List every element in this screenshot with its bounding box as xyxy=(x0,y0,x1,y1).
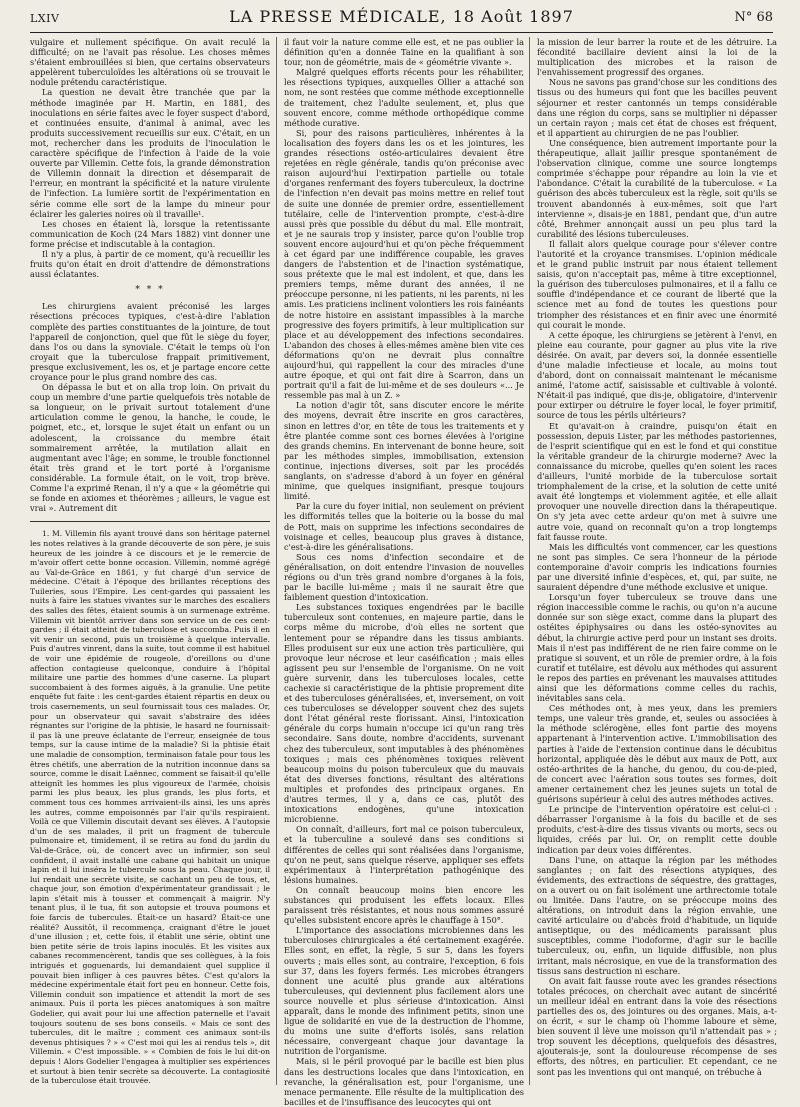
paragraph: On connaît beaucoup moins bien encore les substances qui produisent les effets locaux. Elles paraissent très résistantes, et nous nous sommes assuré qu'elles subsistent encore après le chauffage à 150°. xyxy=(284,884,524,926)
paragraph: Ces méthodes ont, à mes yeux, dans les premiers temps, une valeur très grande, et, seules ou associées à la méthode sclérogène, elles font partie des moyens appartenant à l'intervention active. L'immobilisation des parties à l'aide de l'extension continue dans le décubitus horizontal, appliquée dès le début aux maux de Pott, aux ostéo-arthrites de la hanche, du genou, du cou-de-pied, de concert avec l'aération sous toutes ses formes, doit amener certainement chez les jeunes sujets un total de guérisons supérieur à celui des autres méthodes actives. xyxy=(537,703,777,805)
paragraph: Nous ne savons pas grand'chose sur les conditions des tissus ou des humeurs qui font que les bacilles peuvent séjourner et rester cantonnés un temps considérable dans une région du corps, sans se multiplier ni dépasser un certain rayon ; mais cet état de choses est fréquent, et il appartient au chirurgien de ne pas l'oublier. xyxy=(537,77,777,138)
paragraph: Les chirurgiens avaient préconisé les larges résections précoces typiques, c'est-à-dire l'ablation complète des parties constituantes de la jointure, de tout l'appareil de conjonction, quel que fût le siège du foyer, dans l'os ou dans la synoviale. C'était le temps où l'on croyait que la tuberculose frappait primitivement, presque exclusivement, les os, et je partage encore cette croyance pour le plus grand nombre des cas. xyxy=(30,301,270,382)
column-2 xyxy=(284,37,524,1107)
paragraph: Il fallait alors quelque courage pour s'élever contre l'autorité et la croyance transmises. L'opinion médicale et le grand public instruit par nous étaient tellement saisis, qu'on n'acceptait pas, même à titre exceptionnel, la guérison des tuberculoses pulmonaires, et il a fallu ce souffle d'indépendance et ce courant de liberté que la science met au fond de toutes les questions pour triompher des résistances et en finir avec une énormité qui courait le monde. xyxy=(537,238,777,330)
paragraph: L'importance des associations microbiennes dans les tuberculoses chirurgicales a été certainement exagérée. Elles sont, en effet, la règle, 5 sur 5, dans les foyers ouverts ; mais elles sont, au contraire, l'exception, 6 fois sur 37, dans les foyers fermés. Les microbes étrangers donnent une acuité plus grande aux altérations tuberculeuses, qui deviennent plus facilement alors une source nouvelle et plus sérieuse d'intoxication. Ainsi apparaît, dans le monde des infiniment petits, sinon une ligue de solidarité en vue de la destruction de l'homme, du moins une suite d'efforts isolés, sans relation nécessaire, convergeant chaque jour davantage la nutrition de l'organisme. xyxy=(284,925,524,1057)
paragraph: Mais les difficultés vont commencer, car les questions ne sont pas simples. Ce sera l'honneur de la période contemporaine d'avoir compris les indications fournies par une diversité infinie d'espèces, et, qui, par suite, ne sauraient dépendre d'une méthode exclusive et unique. xyxy=(537,541,777,593)
paragraph: Si, pour des raisons particulières, inhérentes à la localisation des foyers dans les os et les jointures, les grandes résections ostéo-articulaires devaient être rejetées en règle générale, tandis qu'on préconise avec raison aujourd'hui l'extirpation partielle ou totale d'organes renfermant des foyers tuberculeux, la doctrine de l'infection n'en devait pas moins mettre en relief tout de suite une donnée de premier ordre, essentiellement tutélaire, celle de l'intervention prompte, c'est-à-dire aussi près que possible du début du mal. Elle montrait, et je ne saurais trop y insister, parce qu'on l'oublie trop souvent encore aujourd'hui et qu'on pèche fréquemment à cet égard par une indifférence coupable, les graves dangers de l'abstention et de l'inaction systématique, sous prétexte que le mal est indolent, et que, dans les premiers temps, même durant des années, il ne préoccupe personne, ni les patients, ni les parents, ni les amis. Les praticiens inclinent volontiers les rois fainéants de notre histoire en assistant impassibles à la marche progressive des foyers primitifs, à leur multiplication sur place et au développement des infections secondaires. L'abandon des choses à elles-mêmes amène bien vite ces déformations qu'on ne devrait plus connaître aujourd'hui, qui rappellent la cour des miracles d'une autre époque, et qui ont fait dire à Scarron, dans un portrait qu'il a fait de lui-même et de ses douleurs «... Je ressemble pas mal à un Z. » xyxy=(284,127,524,401)
paragraph: Une conséquence, bien autrement importante pour la thérapeutique, allait jaillir presque spontanément de l'observation clinique, comme une source longtemps comprimée s'échappe pour répandre au loin la vie et l'abondance. C'était la curabilité de la tuberculose. « La guérison des abcès tuberculeux est la règle, soit qu'ils se trouvent abandonnés à eux-mêmes, soit que l'art intervienne », disais-je en 1881, pendant que, d'un autre côté, Brehmer annonçait aussi un peu plus tard la curabilité des lésions tuberculeuses. xyxy=(537,137,777,239)
page-number: LXIV xyxy=(30,12,60,25)
paragraph: Il n'y a plus, à partir de ce moment, qu'à recueillir les fruits qu'on était en droit d'attendre de démonstrations aussi éclatantes. xyxy=(30,248,270,280)
paragraph: Dans l'une, on attaque la région par les méthodes sanglantes ; on fait des résections atypiques, des évidements, des extractions de séquestre, des grattages, on a ouvert ou on fait isolément une arthrectomie totale ou limitée. Dans l'autre, on se préoccupe moins des altérations, on introduit dans la région envahie, une cavité articulaire ou d'abcès froid d'habitude, un liquide antiseptique, ou des médicaments paraissant plus susceptibles, comme l'iodoforme, d'agir sur le bacille tuberculeux, ou, enfin, un liquide diffusible, non plus irritant, mais nécrosique, en vue de la transformation des tissus sans destruction ni eschare. xyxy=(537,854,777,976)
paragraph: La question ne devait être tranchée que par la méthode imaginée par H. Martin, en 1881, des inoculations en série faites avec le foyer suspect d'abord, et continuées ensuite, d'animal à animal, avec les produits successivement recueillis sur eux. C'était, en un mot, rechercher dans les produits de l'inoculation le caractère spécifique de l'infection à l'aide de la voie ouverte par Villemin. Cette fois, la grande démonstration de Villemin donnait la direction et désemparait de l'erreur, en montrant la spécificité et la nature virulente de l'infection. La lumière sortit de l'expérimentation en série comme elle sort de la lampe du mineur pour éclairer les galeries noires où il travaille¹. xyxy=(30,87,270,219)
paragraph: Lorsqu'un foyer tuberculeux se trouve dans une région inaccessible comme le rachis, ou qu'on n'a aucune donnée sur son siège exact, comme dans la plupart des ostéites épiphysaires ou dans les ostéo-synovites au début, la chirurgie active perd pour un instant ses droits. Mais il n'est pas indifférent de ne rien faire comme on le pratique si souvent, et un rôle de premier ordre, à la fois curatif et tutélaire, est dévolu aux méthodes qui assurent le repos des parties en prévenant les mauvaises attitudes ainsi que les déformations comme celles du rachis, inévitables sans cela. xyxy=(537,592,777,704)
column-divider xyxy=(529,37,530,1085)
paragraph: Sous ces noms d'infection secondaire et de généralisation, on doit entendre l'invasion de nouvelles régions ou d'un très grand nombre d'organes à la fois, par le bacille lui-même ; mais il ne saurait être que faiblement question d'intoxication. xyxy=(284,551,524,603)
page-header xyxy=(30,6,773,33)
paragraph: Par la cure du foyer initial, non seulement on prévient les difformités telles que la boiterie ou la bosse du mal de Pott, mais on supprime les infections secondaires de voisinage et celles, beaucoup plus graves à distance, c'est-à-dire les généralisations. xyxy=(284,501,524,552)
paragraph: Les substances toxiques engendrées par le bacille tuberculeux sont contenues, en majeure partie, dans le corps même du microbe, d'où elles ne sortent que lentement pour se répandre dans les tissus ambiants. Elles produisent sur eux une action très particulière, qui provoque leur nécrose et leur caséification ; mais elles agissent peu sur l'ensemble de l'organisme. On ne voit guère survenir, dans les tuberculoses locales, cette cachexie si caractéristique de la phtisie proprement dite et des tuberculoses généralisées, et, inversement, on voit ces tuberculoses se développer souvent chez des sujets dont l'état général reste florissant. Ainsi, l'intoxication générale du corps humain n'occupe ici qu'un rang très secondaire. Sans doute, nombre d'accidents, survenant chez des tuberculeux, sont imputables à des phénomènes toxiques ; mais ces phénomènes toxiques relèvent beaucoup moins du poison tuberculeux que du mauvais état des diverses fonctions, résultant des altérations multiples et profondes des principaux organes. En d'autres termes, il y a, dans ce cas, plutôt des intoxications endogènes, qu'une intoxication microbienne. xyxy=(284,602,524,825)
paragraph: Les choses en étaient là, lorsque la retentissante communication de Koch (24 Mars 1882) vint donner une forme précise et indiscutable à la contagion. xyxy=(30,218,270,249)
journal-title: LA PRESSE MÉDICALE, 18 Août 1897 xyxy=(229,7,574,26)
paragraph: Et qu'avait-on à craindre, puisqu'on était en possession, depuis Lister, par les méthodes pastoriennes, de l'esprit scientifique qui en est le fond et qui constitue la véritable grandeur de la chirurgie moderne? Avec la connaissance du microbe, quelles qu'en soient les races d'ailleurs, l'unité morbide de la tuberculose sortait triomphalement de la crise, et la solution de cette unité avait été longtemps et violemment agitée, et elle allait provoquer une nouvelle direction dans la thérapeutique. On s'y jeta avec cette ardeur qu'on met à suivre une autre voie, quand on reconnaît qu'on a trop longtemps fait fausse route. xyxy=(537,420,777,542)
issue-number: N° 68 xyxy=(734,10,773,25)
paragraph: il faut voir la nature comme elle est, et ne pas oublier la définition qu'en a donnée Taine en la qualifiant à son tour, non de géométrie, mais de « géométrie vivante ». xyxy=(284,37,524,68)
paragraph: Malgré quelques efforts récents pour les réhabiliter, les résections typiques, auxquelles Ollier a attaché son nom, ne sont restées que comme méthode exceptionnelle de traitement, chez l'adulte seulement, et, plus que souvent encore, comme méthode orthopédique comme méthode curative. xyxy=(284,67,524,128)
paragraph: vulgaire et nullement spécifique. On avait reculé la difficulté; on ne l'avait pas résolue. Les choses mêmes s'étaient embrouillées si bien, que certains observateurs appelèrent tuberculoïdes les altérations où se trouvait le nodule prétendu caractéristique. xyxy=(30,37,270,88)
paragraph: Le principe de l'intervention opératoire est celui-ci : débarrasser l'organisme à la fois du bacille et de ses produits, c'est-à-dire des tissus vivants ou morts, secs ou liquides, créés par lui. Or, on remplit cette double indication par deux voies différentes. xyxy=(537,804,777,855)
column-1 xyxy=(30,37,270,1086)
paragraph: On avait fait fausse route avec les grandes résections totales précoces, on cherchait avec autant de sincérité un meilleur idéal en entrant dans la voie des résections partielles des os, des jointures ou des organes. Mais, a-t-on écrit, « sur le champ où l'homme laboure et sème, bien souvent il lève une moisson qu'il n'attendait pas » ; trop souvent les déceptions, quelquefois des désastres, ajouterais-je, sont la douloureuse récompense de ses efforts, des nôtres, en particulier. Et cependant, ce ne sont pas les inventions qui ont manqué, on trébuche à xyxy=(537,975,777,1077)
paragraph: la mission de leur barrer la route et de les détruire. La fécondité bacillaire devient ainsi la loi de la multiplication des microbes et la raison de l'envahissement progressif des organes. xyxy=(537,37,777,78)
paragraph: On connaît, d'ailleurs, fort mal ce poison tuberculeux, et la tuberculine a soulevé dans ses conditions si différentes de celles qui sont réalisées dans l'organisme, qu'on ne peut, sans quelque réserve, appliquer ses effets expérimentaux à l'interprétation pathogénique des lésions humaines. xyxy=(284,824,524,885)
footnote-separator xyxy=(30,521,270,523)
paragraph: Mais, si le péril provoqué par le bacille est bien plus dans les destructions locales que dans l'intoxication, en revanche, la généralisation est, pour l'organisme, une menace permanente. Elle résulte de la multiplication des bacilles et de l'insuffisance des leucocytes qui ont xyxy=(284,1056,524,1107)
paragraph: On dépassa le but et on alla trop loin. On privait du coup un membre d'une partie quelquefois très notable de sa longueur, on le privait surtout totalement d'une articulation comme le genou, la hanche, le coude, le poignet, etc., et, lorsque le sujet était un enfant ou un adolescent, la croissance du membre était sommairement arrêtée, la mutilation allait en augmentant avec l'âge; en somme, le trouble fonctionnel était très grand et le tort porté à l'organisme considérable. La formule était, on le voit, trop brève. Comme l'a exprimé Renan, il n'y a que « la géométrie qui se fonde en axiomes et théorèmes ; ailleurs, le vague est vrai ». Autrement dit xyxy=(30,382,270,514)
footnote: 1. M. Villemin fils ayant trouvé dans son héritage paternel les notes relatives à la grande découverte de son père, je suis heureux de les joindre à ce discours et je le remercie de m'avoir offert cette bonne occasion. Villemin, nommé agrégé au Val-de-Grâce en 1861, y fut chargé d'un service de médecine. C'était à l'époque des brillantes réceptions des Tuileries, sous l'Empire. Les cent-gardes qui passaient les nuits à faire les statues vivantes sur le marches des escaliers des salles des fêtes, étaient soumis à un surmenage extrême. Villemin vit bientôt arriver dans son service un de ces cent-gardes ; il était atteint de tuberculose et succomba. Puis il en vit venir un second, puis un troisième à quelque intervalle. Puis d'autres vinrent, dans la suite, tout comme il est habituel de voir une épidémie de rougeole, d'oreillons ou d'une affection contagieuse quelconque, conduire à l'hôpital militaire une partie des hommes d'une caserne. La plupart succombaient à des formes aiguës, à la granulie. Une petite enquête fut faite : les cent-gardes étaient répartis en deux ou trois casernements, un seul fournissait tous ces malades. Or, pour un observateur qui savait s'abstraire des idées régnantes sur l'origine de la phtisie, le hasard ne fournissait-il pas là une preuve éclatante de l'erreur, enseignée de tous temps, sur la cause intime de la maladie? Si la phtisie était une maladie de consomption, terminaison fatale pour tous les êtres chétifs, une aberration de la nutrition inconnue dans sa source, comme le disait Laënnec, comment se faisait-il qu'elle atteignît les hommes les plus vigoureux de l'armée, choisis parmi les plus beaux, les plus grands, les plus forts, et comment tous ces hommes arrivaient-ils ainsi, les uns après les autres, comme empoisonnés par l'air qu'ils respiraient. Voilà ce que Villemin discutait devant ses élèves. A l'autopsie d'un de ses malades, il prit un fragment de tubercule pulmonaire et, timidement, il se retira au fond du jardin du Val-de-Grâce, où, de concert avec un infirmier, son seul confident, il avait installé une cabane qui habitait un unique lapin et il lui inséra le tubercule sous la peau. Chaque jour, il lui rendait une secrète visite, se cachant un peu de tous, et, chaque jour, son émotion d'expérimentateur grandissait ; le lapin s'était mis à tousser et commençait à maigrir. N'y tenant plus, il le tua, fit son autopsie et trouva poumons et foie farcis de tubercules. Était-ce un hasard? Était-ce une réalité? Aussitôt, il recommença, craignant d'être le jouet d'une illusion ; et, cette fois, il établit une série, obtint une bien petite série de trois lapins inoculés. Et les visites aux cabanes recommencèrent, tandis que ses collègues, à la fois intrigués et goguenards, lui demandaient quel supplice il pouvait bien infliger à ces pauvres bêtes. C'est qu'alors la médecine expérimentale était fort peu en honneur. Cette fois, Villemin conduit son impatience et attendit la mort de ses animaux. Puis il porta les pièces anatomiques à son maître Godelier, qui avait pour lui une affection paternelle et l'avait toujours soutenu de ses bons conseils. « Mais ce sont des tubercules, dit le maître ; comment ces animaux sont-ils devenus phtisiques ? » « C'est moi qui les ai rendus tels », dit Villemin. « C'est impossible. » « Combien de fois le lui dit-on depuis ! Alors Godelier l'engagea à multiplier ses expériences et surtout à bien tenir secrète sa découverte. La contagiosité de la tuberculose était trouvée. xyxy=(30,529,270,1086)
paragraph: A cette époque, les chirurgiens se jetèrent à l'envi, en pleine eau courante, pour gagner au plus vite la rive désirée. On avait, par devers soi, la donnée essentielle d'une maladie infectieuse et locale, au moins tout d'abord, dont on connaissait maintenant le mécanisme animé, l'atome actif, saisissable et cultivable à volonté. N'était-il pas indiqué, que dis-je, obligatoire, d'intervenir pour extirper ou détruire le foyer local, le foyer primitif, source de tous les périls ultérieurs? xyxy=(537,329,777,421)
column-3 xyxy=(537,37,777,1077)
section-asterism: * * * xyxy=(135,285,165,296)
column-divider xyxy=(276,37,277,1085)
paragraph: La notion d'agir tôt, sans discuter encore le mérite des moyens, devrait être inscrite en gros caractères, sinon en lettres d'or, en tête de tous les traitements et y être plantée comme sont ces bornes élevées à l'origine des grands chemins. En intervenant de bonne heure, soit par les méthodes simples, immobilisation, extension continue, injections diverses, soit par les procédés sanglants, on s'adresse d'abord à un foyer en général minime, que quelques insignifiant, presque toujours limité. xyxy=(284,400,524,502)
